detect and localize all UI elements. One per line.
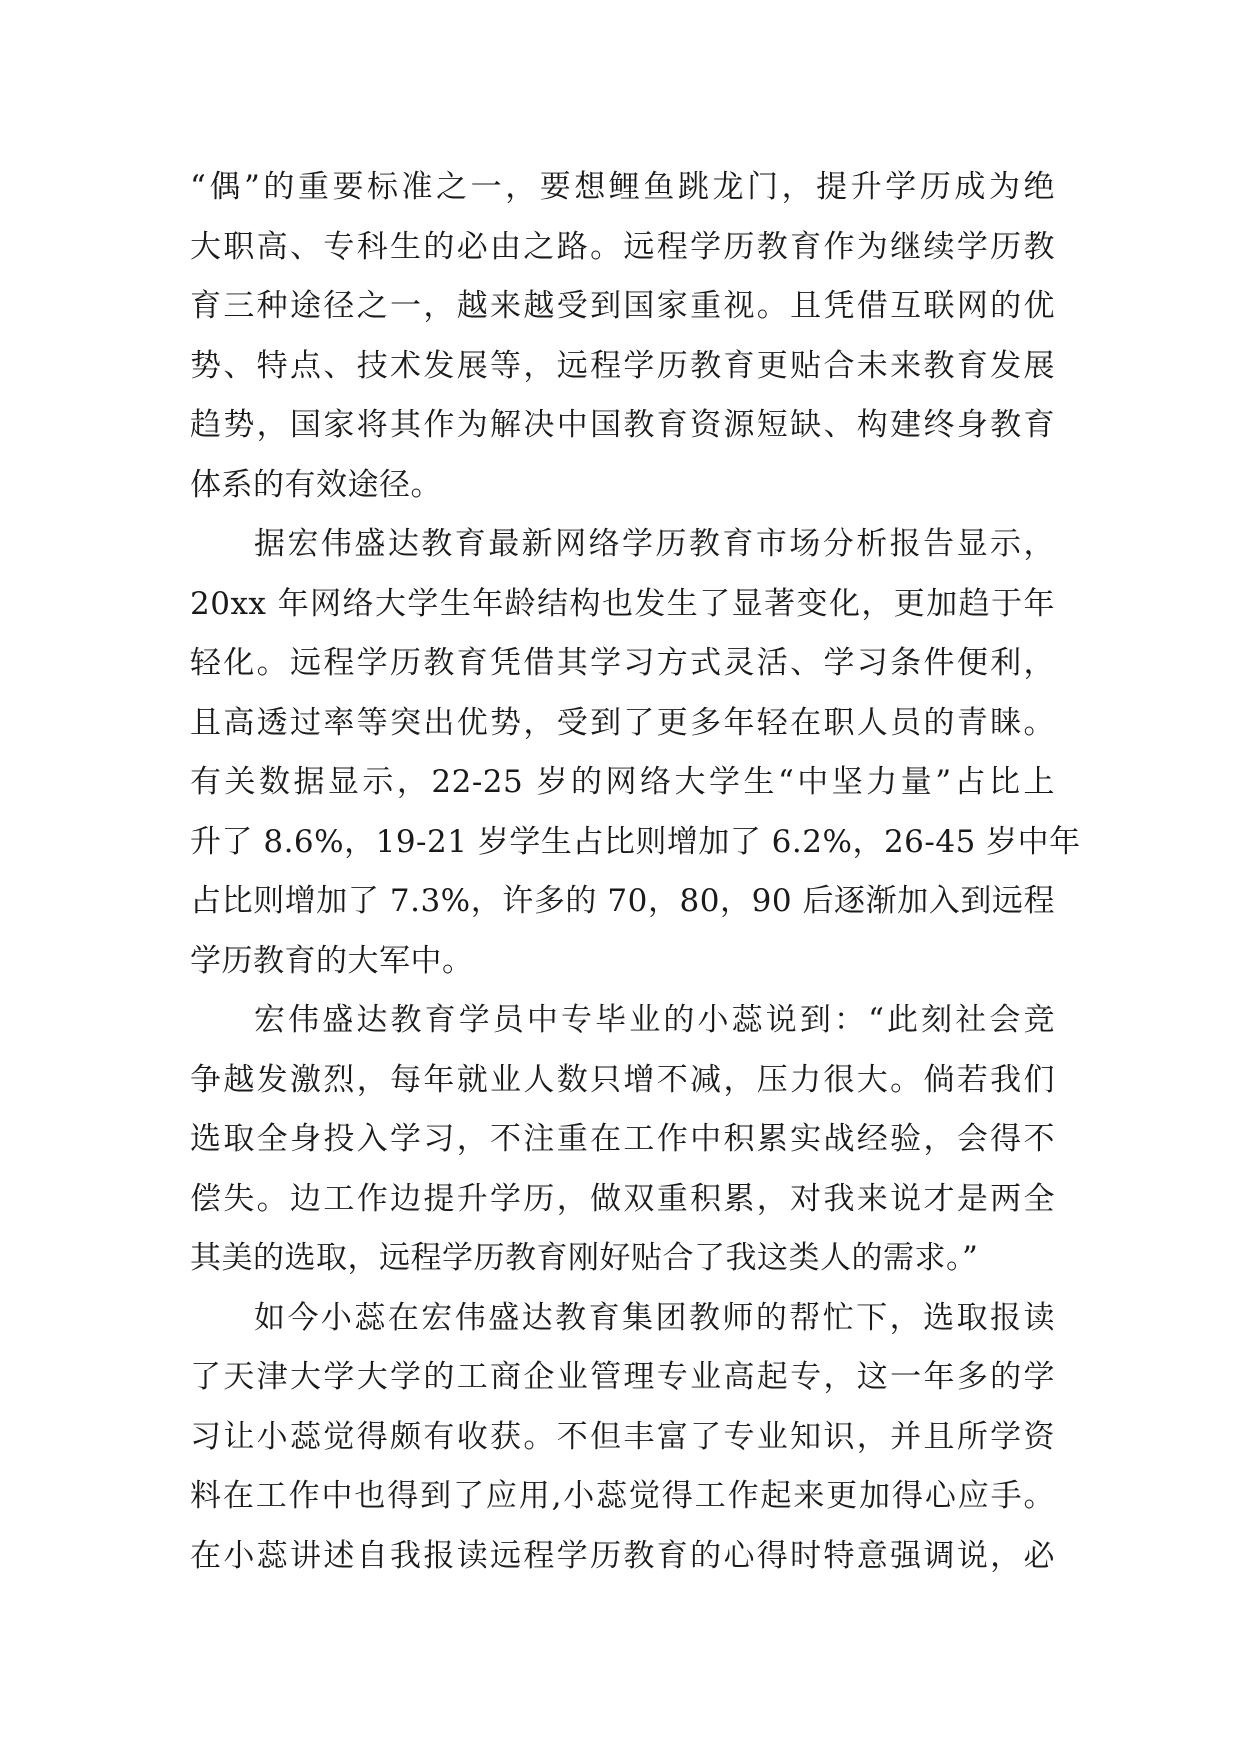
- text-line: 有关数据显示，22-25 岁的网络大学生“中坚力量”占比上: [190, 764, 1055, 800]
- document-body: [190, 158, 1081, 1586]
- text-line: 习让小蕊觉得颇有收获。不但丰富了专业知识，并且所学资: [190, 1418, 1055, 1455]
- text-line: 其美的选取，远程学历教育刚好贴合了我这类人的需求。”: [190, 1240, 979, 1276]
- text-line: 争越发激烈，每年就业人数只增不减，压力很大。倘若我们: [190, 1061, 1055, 1098]
- text-line: 趋势，国家将其作为解决中国教育资源短缺、构建终身教育: [190, 407, 1055, 443]
- text-line: 据宏伟盛达教育最新网络学历教育市场分析报告显示，: [254, 526, 1055, 562]
- text-line: 料在工作中也得到了应用,小蕊觉得工作起来更加得心应手。: [190, 1478, 1055, 1514]
- text-line: 学历教育的大军中。: [190, 942, 474, 979]
- text-line: 在小蕊讲述自我报读远程学历教育的心得时特意强调说，必: [190, 1537, 1055, 1574]
- text-line: 宏伟盛达教育学员中专毕业的小蕊说到：“此刻社会竞: [254, 1002, 1055, 1038]
- text-line: 势、特点、技术发展等，远程学历教育更贴合未来教育发展: [190, 347, 1055, 384]
- text-line: 育三种途径之一，越来越受到国家重视。且凭借互联网的优: [190, 288, 1055, 324]
- text-line: 大职高、专科生的必由之路。远程学历教育作为继续学历教: [190, 228, 1055, 265]
- text-line: 20xx 年网络大学生年龄结构也发生了显著变化，更加趋于年: [190, 585, 1055, 622]
- text-line: 体系的有效途径。: [190, 466, 442, 503]
- text-line: 了天津大学大学的工商企业管理专业高起专，这一年多的学: [190, 1359, 1055, 1395]
- text-line: 如今小蕊在宏伟盛达教育集团教师的帮忙下，选取报读: [254, 1299, 1055, 1336]
- text-line: 轻化。远程学历教育凭借其学习方式灵活、学习条件便利，: [190, 645, 1055, 681]
- text-line: 占比则增加了 7.3%，许多的 70，80，90 后逐渐加入到远程: [190, 883, 1055, 919]
- text-line: 升了 8.6%，19-21 岁学生占比则增加了 6.2%，26-45 岁中年: [190, 823, 1081, 860]
- text-line: 偿失。边工作边提升学历，做双重积累，对我来说才是两全: [190, 1180, 1055, 1217]
- text-line: 选取全身投入学习，不注重在工作中积累实战经验，会得不: [190, 1121, 1055, 1157]
- text-line: 且高透过率等突出优势，受到了更多年轻在职人员的青睐。: [190, 704, 1055, 741]
- text-line: “偶”的重要标准之一，要想鲤鱼跳龙门，提升学历成为绝: [190, 169, 1055, 205]
